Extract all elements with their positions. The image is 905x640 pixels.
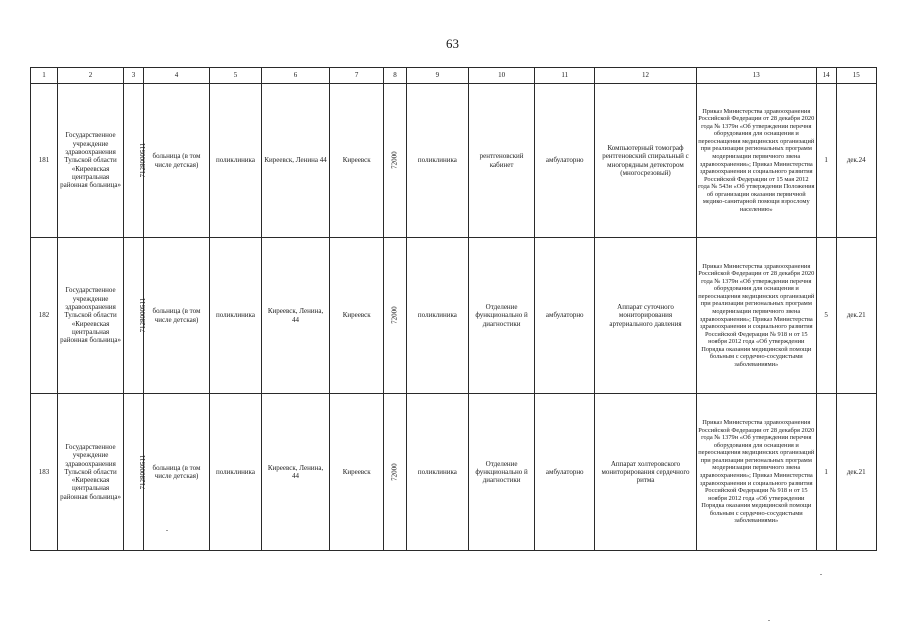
row-number: 181 xyxy=(31,84,58,238)
inn-cell xyxy=(124,238,148,394)
inn-cell xyxy=(124,84,148,238)
legal-basis: Приказ Министерства здравоохранения Российской Федерации от 28 декабря 2020 года № 1379н «Об утверждении перечня оборудования для оснащения и переоснащения медицинских организаций при реализации региональных программ модернизации первичного звена здравоохранения»; Приказ Министерства здравоохранения и социального развития Российской Федерации № 918 н от 15 ноября 2012 года «Об утверждении Порядка оказания медицинской помощи больным с сердечно-сосудистыми заболеваниями» xyxy=(696,238,816,394)
city: Киреевск xyxy=(330,394,384,551)
table-row xyxy=(31,84,877,238)
table-row xyxy=(31,238,877,394)
city: Киреевск xyxy=(330,238,384,394)
row-number: 182 xyxy=(31,238,58,394)
department: Отделение функционально й диагностики xyxy=(468,394,534,551)
care-condition: амбулаторно xyxy=(535,238,595,394)
header-cell: 9 xyxy=(406,68,468,84)
header-cell: 3 xyxy=(124,68,144,84)
department: Отделение функционально й диагностики xyxy=(468,238,534,394)
care-condition: амбулаторно xyxy=(535,84,595,238)
header-cell: 4 xyxy=(143,68,209,84)
subdivision: поликлиника xyxy=(406,394,468,551)
institution-type: больница (в том числе детская) xyxy=(143,394,209,551)
header-cell: 11 xyxy=(535,68,595,84)
unit-type: поликлиника xyxy=(210,394,262,551)
scan-speck xyxy=(820,574,822,575)
header-cell: 12 xyxy=(595,68,696,84)
address: Киреевск, Ленина 44 xyxy=(261,84,329,238)
header-cell: 14 xyxy=(816,68,836,84)
institution-name: Государственное учреждение здравоохранения Тульской области «Киреевская центральная районная больница» xyxy=(57,394,123,551)
row-number: 183 xyxy=(31,394,58,551)
quantity: 5 xyxy=(816,238,836,394)
unit-type: поликлиника xyxy=(210,238,262,394)
care-condition: амбулаторно xyxy=(535,394,595,551)
equipment-table xyxy=(30,67,877,551)
header-cell: 13 xyxy=(696,68,816,84)
unit-type: поликлиника xyxy=(210,84,262,238)
institution-type: больница (в том числе детская) xyxy=(143,84,209,238)
city: Киреевск xyxy=(330,84,384,238)
header-row xyxy=(31,68,877,84)
address: Киреевск, Ленина, 44 xyxy=(261,238,329,394)
code-value: 72000 xyxy=(390,463,399,481)
equipment-name: Компьютерный томограф рентгеновский спиральный с многорядным детектором (многосрезовый) xyxy=(595,84,696,238)
code-cell xyxy=(384,238,407,394)
inn-value: 7128000511 xyxy=(139,298,148,333)
scan-speck xyxy=(768,620,770,621)
inn-value: 7128000511 xyxy=(139,143,148,178)
page-number: 63 xyxy=(446,36,459,51)
code-cell xyxy=(384,84,407,238)
deadline: дек.21 xyxy=(836,394,876,551)
header-cell: 2 xyxy=(57,68,123,84)
quantity: 1 xyxy=(816,394,836,551)
code-value: 72000 xyxy=(390,151,399,170)
equipment-name: Аппарат холтеровского мониторирования сердечного ритма xyxy=(595,394,696,551)
subdivision: поликлиника xyxy=(406,84,468,238)
header-cell: 5 xyxy=(210,68,262,84)
inn-value: 7128000511 xyxy=(139,454,148,490)
scan-speck xyxy=(166,530,168,531)
code-cell xyxy=(384,394,407,551)
institution-name: Государственное учреждение здравоохранения Тульской области «Кирeевская центральная районная больница» xyxy=(57,84,123,238)
header-cell: 7 xyxy=(330,68,384,84)
header-cell: 10 xyxy=(468,68,534,84)
header-cell: 15 xyxy=(836,68,876,84)
address: Киреевск, Ленина, 44 xyxy=(261,394,329,551)
table-row xyxy=(31,394,877,551)
department: рентгеновский кабинет xyxy=(468,84,534,238)
deadline: дек.21 xyxy=(836,238,876,394)
header-cell: 1 xyxy=(31,68,58,84)
subdivision: поликлиника xyxy=(406,238,468,394)
deadline: дек.24 xyxy=(836,84,876,238)
institution-name: Государственное учреждение здравоохранения Тульской области «Киреевская центральная районная больница» xyxy=(57,238,123,394)
legal-basis: Приказ Министерства здравоохранения Российской Федерации от 28 декабря 2020 года № 1379н «Об утверждении перечня оборудования для оснащения и переоснащения медицинских организаций при реализации региональных программ модернизации первичного звена здравоохранения»; Приказ Министерства здравоохранения и социального развития Российской Федерации № 918 н от 15 ноября 2012 года «Об утверждении Порядка оказания медицинской помощи больным с сердечно-сосудистыми заболеваниями» xyxy=(696,394,816,551)
inn-cell xyxy=(124,394,148,551)
code-value: 72000 xyxy=(390,306,399,325)
institution-type: больница (в том числе детская) xyxy=(143,238,209,394)
header-cell: 8 xyxy=(384,68,407,84)
quantity: 1 xyxy=(816,84,836,238)
equipment-name: Аппарат суточного мониторирования артериального давления xyxy=(595,238,696,394)
legal-basis: Приказ Министерства здравоохранения Российской Федерации от 28 декабря 2020 года № 1379н «Об утверждении перечня оборудования для оснащения и переоснащения медицинских организаций при реализации региональных программ модернизации первичного звена здравоохранения»; Приказ Министерства здравоохранения и социального развития Российской Федерации от 15 мая 2012 года № 543н «Об утверждении Положения об организации оказания первичной медико-санитарной помощи взрослому населению» xyxy=(696,84,816,238)
header-cell: 6 xyxy=(261,68,329,84)
